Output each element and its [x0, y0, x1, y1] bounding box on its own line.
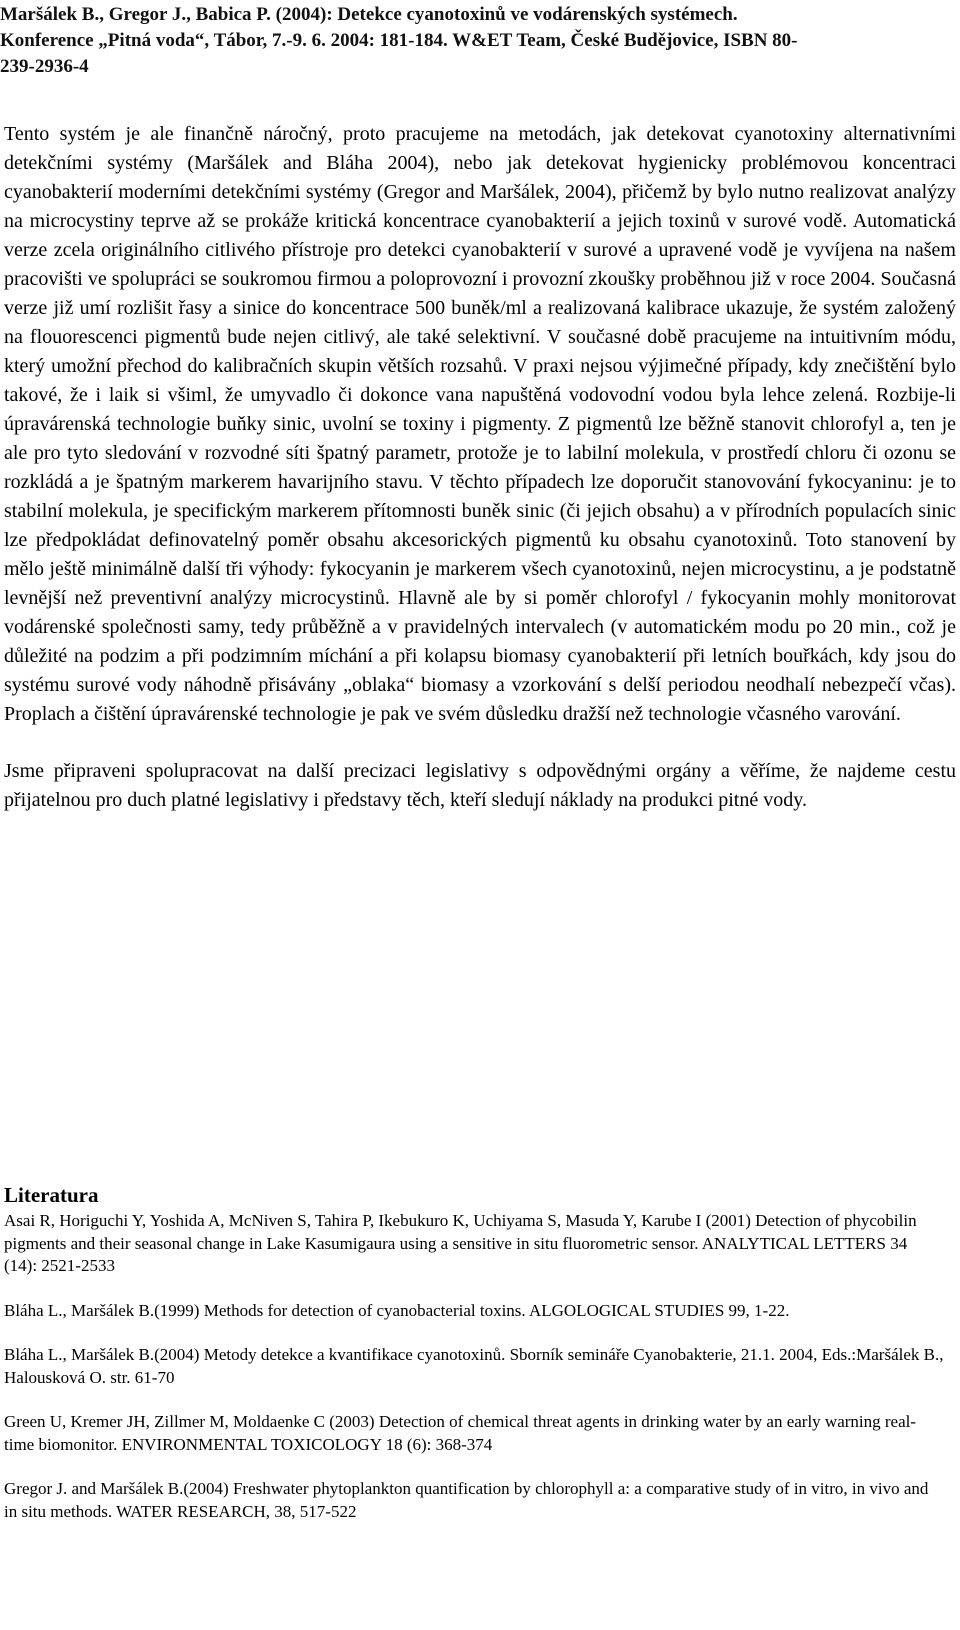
citation-line-1: Maršálek B., Gregor J., Babica P. (2004): Detekce cyanotoxinů ve vodárenských systémech. — [0, 4, 738, 25]
references-heading: Literatura — [4, 1183, 99, 1207]
references-section — [4, 1180, 944, 1545]
citation-header — [0, 2, 960, 80]
reference-item: Bláha L., Maršálek B.(1999) Methods for detection of cyanobacterial toxins. ALGOLOGICAL STUDIES 99, 1-22. — [4, 1300, 790, 1320]
main-text — [4, 120, 956, 815]
reference-item: Gregor J. and Maršálek B.(2004) Freshwater phytoplankton quantification by chlorophyll a: a comparative study of in vitro, in vivo and in situ methods. WATER RESEARCH, 38, 517-522 — [4, 1479, 929, 1521]
paragraph-2: Jsme připraveni spolupracovat na další precizaci legislativy s odpovědnými orgány a věříme, že najdeme cestu přijatelnou pro duch platné legislativy i představy těch, kteří sledují náklady na produkci pitné vody. — [4, 760, 956, 811]
paragraph-1: Tento systém je ale finančně náročný, proto pracujeme na metodách, jak detekovat cyanotoxiny alternativními detekčními systémy (Maršálek and Bláha 2004), nebo jak detekovat hygienicky problémovou koncentraci cyanobakterií moderními detekčními systémy (Gregor and Maršálek, 2004), přičemž by bylo nutno realizovat analýzy na microcystiny teprve až se prokáže kritická koncentrace cyanobakterií a jejich toxinů v surové vodě. Automatická verze zcela originálního citlivého přístroje pro detekci cyanobakterií v surové a upravené vodě je vyvíjena na našem pracovišti ve spolupráci se soukromou firmou a poloprovozní i provozní zkoušky proběhnou již v roce 2004. Současná verze již umí rozlišit řasy a sinice do koncentrace 500 buněk/ml a realizovaná kalibrace ukazuje, že systém založený na flouorescenci pigmentů bude nejen citlivý, ale také selektivní. V současné době pracujeme na intuitivním módu, který umožní přechod do kalibračních skupin větších rozsahů. V praxi nejsou výjimečné případy, kdy znečištění bylo takové, že i laik si všiml, že umyvadlo či dokonce vana napuštěná vodovodní vodou byla lehce zelená. Rozbije-li úpravárenská technologie buňky sinic, uvolní se toxiny i pigmenty. Z pigmentů lze běžně stanovit chlorofyl a, ten je ale pro tyto sledování v rozvodné síti špatný parametr, protože je to labilní molekula, v prostředí chloru či ozonu se rozkládá a je špatným markerem havarijního stavu. V těchto případech lze doporučit stanovování fykocyaninu: je to stabilní molekula, je specifickým markerem přítomnosti buněk sinic (či jejich obsahu) a v přírodních populacích sinic lze předpokládat definovatelný poměr obsahu akcesorických pigmentů ku obsahu cyanotoxinů. Toto stanovení by mělo ještě minimálně další tři výhody: fykocyanin je markerem všech cyanotoxinů, nejen microcystinu, a je podstatně levnější než preventivní analýzy microcystinů. Hlavně ale by si poměr chlorofyl / fykocyanin mohly monitorovat vodárenské společnosti samy, tedy průběžně a v pravidelných intervalech (v automatickém modu po 20 min., což je důležité na podzim a při podzimním míchání a při kolapsu biomasy cyanobakterií při letních bouřkách, kdy jsou do systému surové vody náhodně přisávány „oblaka“ biomasy a vzorkování s delší periodou neodhalí nebezpečí včas). Proplach a čištění úpravárenské technologie je pak ve svém důsledku dražší než technologie včasného varování. — [4, 123, 956, 725]
citation-line-3: 239-2936-4 — [0, 56, 89, 77]
reference-item: Bláha L., Maršálek B.(2004) Metody detekce a kvantifikace cyanotoxinů. Sborník semináře Cyanobakterie, 21.1. 2004, Eds.:Maršálek B., Halousková O. str. 61-70 — [4, 1345, 944, 1387]
reference-item: Green U, Kremer JH, Zillmer M, Moldaenke C (2003) Detection of chemical threat agents in drinking water by an early warning real-time biomonitor. ENVIRONMENTAL TOXICOLOGY 18 (6): 368-374 — [4, 1412, 917, 1454]
reference-item: Asai R, Horiguchi Y, Yoshida A, McNiven S, Tahira P, Ikebukuro K, Uchiyama S, Masuda Y, Karube I (2001) Detection of phycobilin pigments and their seasonal change in Lake Kasumigaura using a sensitive in situ fluorometric sensor. ANALYTICAL LETTERS 34 (14): 2521-2533 — [4, 1211, 917, 1275]
citation-line-2: Konference „Pitná voda“, Tábor, 7.-9. 6. 2004: 181-184. W&ET Team, České Budějovice, ISBN 80- — [0, 30, 798, 51]
